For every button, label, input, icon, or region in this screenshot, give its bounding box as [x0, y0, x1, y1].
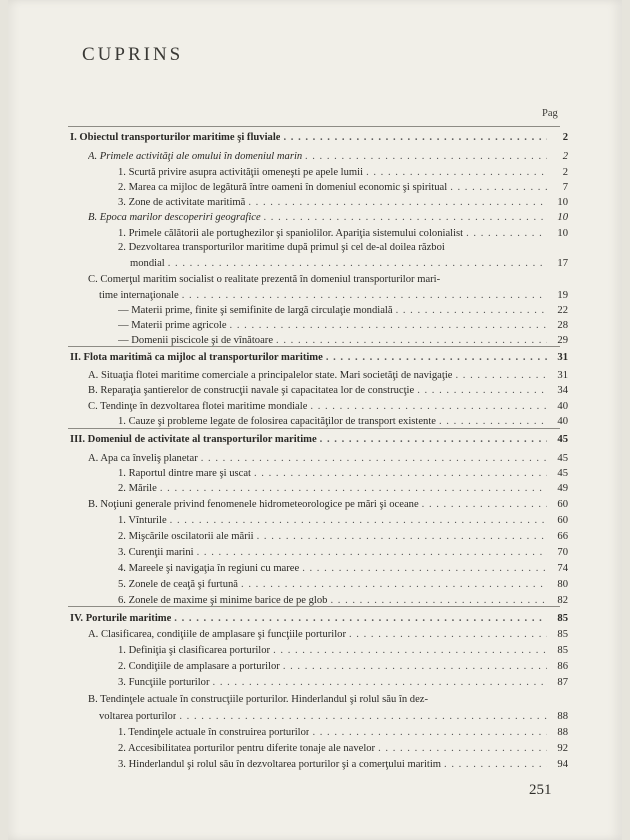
toc-entry: 2. Marea ca mijloc de legătură între oameni în domeniul economic şi spiritual . . . 7 [118, 181, 568, 195]
toc-entry: 2. Accesibilitatea porturilor pentru diferite tonaje ale navelor . . . 92 [118, 742, 568, 756]
toc-entry: 3. Curenţii marini . . . 70 [118, 546, 568, 560]
toc-entry: 3. Zone de activitate maritimă . . . 10 [118, 196, 568, 210]
toc-entry: voltarea porturilor . . . 88 [99, 710, 568, 724]
toc-entry: I. Obiectul transporturilor maritime şi fluviale . . . 2 [70, 131, 568, 145]
section-divider [68, 126, 560, 127]
toc-entry: B. Epoca marilor descoperiri geografice . . . 10 [88, 211, 568, 225]
toc-entry: A. Clasificarea, condiţiile de amplasare şi funcţiile porturilor . . . 85 [88, 628, 568, 642]
toc-entry: 1. Definiţia şi clasificarea porturilor . . . 85 [118, 644, 568, 658]
toc-entry: 2. Condiţiile de amplasare a porturilor . . . 86 [118, 660, 568, 674]
toc-entry: 1. Primele călătorii ale portughezilor şi spaniolilor. Apariţia sistemului colonialist . . . 10 [118, 227, 568, 241]
toc-entry-line: C. Comerţul maritim socialist o realitate prezentă în domeniul transporturilor mari- [88, 274, 441, 285]
toc-entry: 6. Zonele de maxime şi minime barice de pe glob . . . 82 [118, 594, 568, 608]
toc-entry: 3. Funcţiile porturilor . . . 87 [118, 676, 568, 690]
toc-entry-line: B. Tendinţele actuale în construcţiile porturilor. Hinderlandul şi rolul său în dez- [88, 694, 429, 705]
toc-entry: II. Flota maritimă ca mijloc al transporturilor maritime . . . 31 [70, 351, 568, 365]
page-number: 251 [529, 782, 552, 798]
toc-entry: 1. Vînturile . . . 60 [118, 514, 568, 528]
toc-entry: — Domenii piscicole şi de vînătoare . . . 29 [118, 334, 568, 348]
toc-entry: — Materii prime, finite şi semifinite de largă circulaţie mondială . . . 22 [118, 304, 568, 318]
toc-entry: 4. Mareele şi navigaţia în regiuni cu maree . . . 74 [118, 562, 568, 576]
toc-entry: mondial . . . 17 [130, 257, 568, 271]
toc-entry: A. Situaţia flotei maritime comerciale a principalelor state. Mari societăţi de navigaţie . . . 31 [88, 369, 568, 383]
toc-entry: 1. Scurtă privire asupra activităţii omeneşti pe apele lumii . . . 2 [118, 166, 568, 180]
page-title: CUPRINS [82, 44, 184, 65]
page-column-label: Pag [542, 108, 558, 119]
toc-entry: B. Noţiuni generale privind fenomenele hidrometeorologice pe mări şi oceane . . . 60 [88, 498, 568, 512]
toc-entry: A. Apa ca înveliş planetar . . . 45 [88, 452, 568, 466]
toc-entry: 1. Raportul dintre mare şi uscat . . . 45 [118, 467, 568, 481]
toc-entry: 2. Mişcările oscilatorii ale mării . . . 66 [118, 530, 568, 544]
toc-entry: A. Primele activităţi ale omului în domeniul marin . . . 2 [88, 150, 568, 164]
toc-entry: 5. Zonele de ceaţă şi furtună . . . 80 [118, 578, 568, 592]
book-page [8, 0, 622, 840]
toc-entry: time internaţionale . . . 19 [99, 289, 568, 303]
toc-entry: 2. Mările . . . 49 [118, 482, 568, 496]
table-of-contents [8, 0, 622, 840]
section-divider [68, 428, 560, 429]
toc-entry: — Materii prime agricole . . . 28 [118, 319, 568, 333]
toc-entry: 3. Hinderlandul şi rolul său în dezvoltarea porturilor şi a comerţului maritim . . . 94 [118, 758, 568, 772]
toc-entry: III. Domeniul de activitate al transporturilor maritime . . . 45 [70, 433, 568, 447]
toc-entry: IV. Porturile maritime . . . 85 [70, 612, 568, 626]
toc-entry: B. Reparaţia şantierelor de construcţii navale şi capacitatea lor de construcţie . . . 34 [88, 384, 568, 398]
toc-entry-line: 2. Dezvoltarea transporturilor maritime după primul şi cel de-al doilea război [118, 242, 445, 253]
toc-entry: C. Tendinţe în dezvoltarea flotei maritime mondiale . . . 40 [88, 400, 568, 414]
section-divider [68, 346, 560, 347]
section-divider [68, 606, 560, 607]
toc-entry: 1. Tendinţele actuale în construirea porturilor . . . 88 [118, 726, 568, 740]
toc-entry: 1. Cauze şi probleme legate de folosirea capacităţilor de transport existente . . . 40 [118, 415, 568, 429]
